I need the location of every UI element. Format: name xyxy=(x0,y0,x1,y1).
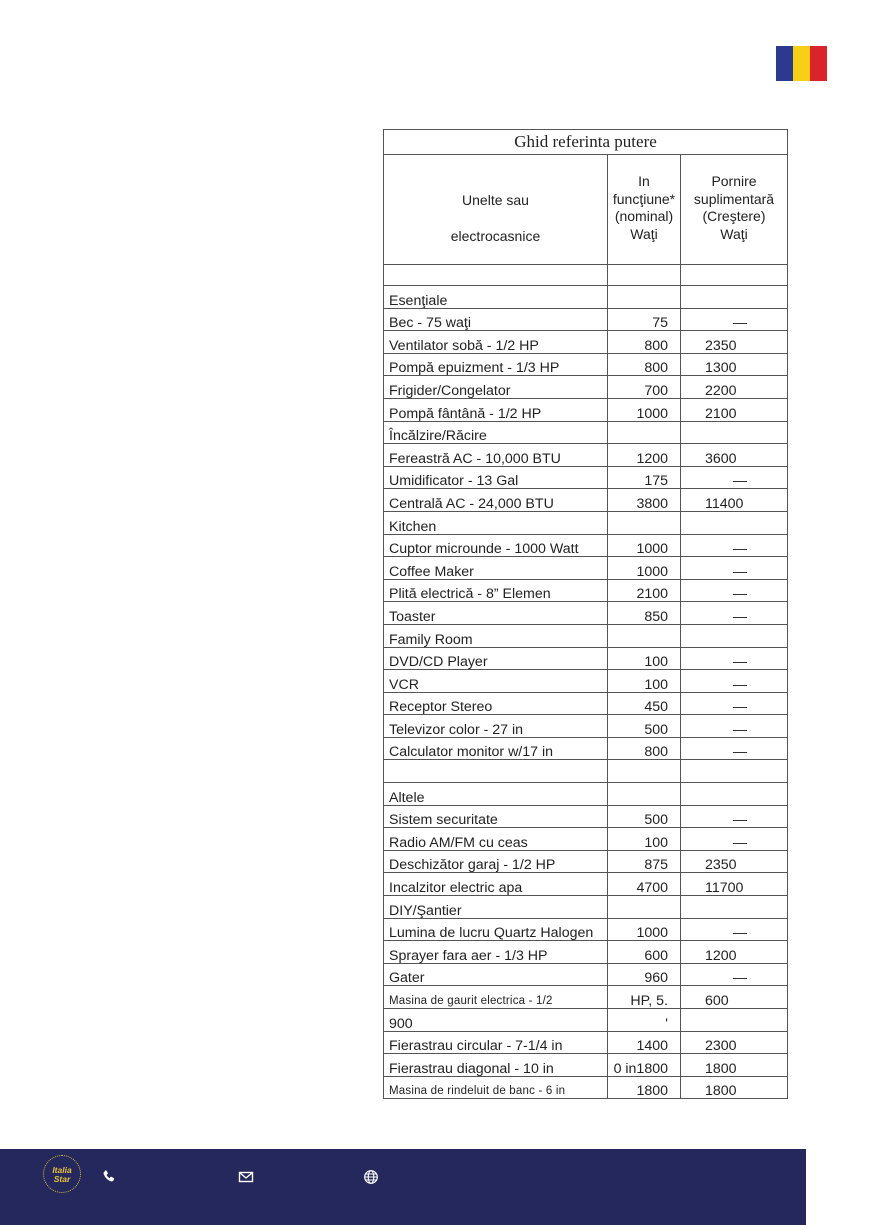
appliance-name: Radio AM/FM cu ceas xyxy=(384,828,608,851)
table-spacer-row xyxy=(384,265,788,286)
running-watts: 1200 xyxy=(608,444,681,467)
table-row xyxy=(384,1076,788,1099)
surge-watts: — xyxy=(681,805,788,828)
surge-watts: — xyxy=(681,918,788,941)
running-watts: 75 xyxy=(608,308,681,331)
surge-watts: 2200 xyxy=(681,376,788,399)
appliance-name: Kitchen xyxy=(384,511,608,534)
table-row xyxy=(384,398,788,421)
running-watts xyxy=(608,511,681,534)
running-watts: 1000 xyxy=(608,398,681,421)
appliance-name: Bec - 75 waţi xyxy=(384,308,608,331)
surge-watts: 1300 xyxy=(681,353,788,376)
running-watts: 4700 xyxy=(608,873,681,896)
table-row xyxy=(384,1009,788,1032)
running-watts: HP, 5. xyxy=(608,986,681,1009)
appliance-name: Sistem securitate xyxy=(384,805,608,828)
appliance-name: Esenţiale xyxy=(384,286,608,309)
surge-watts: — xyxy=(681,602,788,625)
running-watts: 800 xyxy=(608,737,681,760)
appliance-name: Umidificator - 13 Gal xyxy=(384,466,608,489)
running-watts: 450 xyxy=(608,692,681,715)
table-row xyxy=(384,331,788,354)
table-row xyxy=(384,963,788,986)
running-watts: 3800 xyxy=(608,489,681,512)
appliance-name: Pompă fântână - 1/2 HP xyxy=(384,398,608,421)
running-watts: 2100 xyxy=(608,579,681,602)
running-watts: 850 xyxy=(608,602,681,625)
appliance-name: Receptor Stereo xyxy=(384,692,608,715)
surge-watts xyxy=(681,624,788,647)
table-row xyxy=(384,783,788,806)
running-watts: 175 xyxy=(608,466,681,489)
surge-watts: 1800 xyxy=(681,1076,788,1099)
header-surge-watts xyxy=(681,155,788,265)
table-row xyxy=(384,941,788,964)
surge-watts: 2350 xyxy=(681,331,788,354)
appliance-name: Fierastrau diagonal - 10 in xyxy=(384,1054,608,1077)
running-watts: 500 xyxy=(608,805,681,828)
appliance-name: DIY/Şantier xyxy=(384,896,608,919)
appliance-name: Deschizător garaj - 1/2 HP xyxy=(384,850,608,873)
running-watts: 100 xyxy=(608,828,681,851)
table-row xyxy=(384,421,788,444)
table-row xyxy=(384,896,788,919)
appliance-name: Fereastră AC - 10,000 BTU xyxy=(384,444,608,467)
table-row xyxy=(384,805,788,828)
table-row xyxy=(384,647,788,670)
appliance-name: Altele xyxy=(384,783,608,806)
surge-watts: — xyxy=(681,308,788,331)
header-running-line1: In xyxy=(638,173,650,189)
header-surge-line2: suplimentară xyxy=(693,190,775,207)
table-row xyxy=(384,1031,788,1054)
appliance-name: Sprayer fara aer - 1/3 HP xyxy=(384,941,608,964)
table-row xyxy=(384,737,788,760)
appliance-name: Family Room xyxy=(384,624,608,647)
surge-watts xyxy=(681,511,788,534)
appliance-name: Coffee Maker xyxy=(384,557,608,580)
running-watts xyxy=(608,783,681,806)
surge-watts xyxy=(681,760,788,783)
running-watts: 875 xyxy=(608,850,681,873)
surge-watts: — xyxy=(681,579,788,602)
running-watts: 0 in1800 xyxy=(608,1054,681,1077)
table-row xyxy=(384,828,788,851)
footer-bar xyxy=(0,1149,806,1225)
appliance-name: Calculator monitor w/17 in xyxy=(384,737,608,760)
header-surge-line1: Pornire xyxy=(711,173,757,189)
appliance-name: Cuptor microunde - 1000 Watt xyxy=(384,534,608,557)
appliance-name: Lumina de lucru Quartz Halogen xyxy=(384,918,608,941)
appliance-name: Masina de rindeluit de banc - 6 in xyxy=(384,1076,608,1099)
italia-star-logo xyxy=(43,1155,81,1193)
running-watts: 1400 xyxy=(608,1031,681,1054)
surge-watts: — xyxy=(681,647,788,670)
header-surge-line3: (Creştere) xyxy=(702,208,766,224)
appliance-name: DVD/CD Player xyxy=(384,647,608,670)
running-watts: 1800 xyxy=(608,1076,681,1099)
running-watts xyxy=(608,421,681,444)
appliance-name: Televizor color - 27 in xyxy=(384,715,608,738)
running-watts: 800 xyxy=(608,331,681,354)
romanian-flag xyxy=(776,46,827,81)
header-surge-line4: Waţi xyxy=(720,225,748,242)
globe-icon[interactable] xyxy=(363,1169,379,1185)
running-watts xyxy=(608,286,681,309)
surge-watts: 11700 xyxy=(681,873,788,896)
surge-watts: 2300 xyxy=(681,1031,788,1054)
table-row xyxy=(384,286,788,309)
table-row xyxy=(384,557,788,580)
table-row xyxy=(384,670,788,693)
appliance-name: Pompă epuizment - 1/3 HP xyxy=(384,353,608,376)
table-row xyxy=(384,489,788,512)
running-watts xyxy=(608,896,681,919)
appliance-name: Frigider/Congelator xyxy=(384,376,608,399)
surge-watts: 2100 xyxy=(681,398,788,421)
surge-watts: — xyxy=(681,534,788,557)
running-watts: 100 xyxy=(608,647,681,670)
running-watts: 1000 xyxy=(608,557,681,580)
mail-icon[interactable] xyxy=(238,1169,254,1185)
running-watts: 700 xyxy=(608,376,681,399)
flag-stripe-yellow xyxy=(793,46,810,81)
running-watts xyxy=(608,624,681,647)
phone-icon[interactable] xyxy=(101,1169,117,1185)
surge-watts xyxy=(681,783,788,806)
surge-watts: 11400 xyxy=(681,489,788,512)
flag-stripe-blue xyxy=(776,46,793,81)
table-row xyxy=(384,918,788,941)
appliance-name: VCR xyxy=(384,670,608,693)
appliance-name: Încălzire/Răcire xyxy=(384,421,608,444)
table-row xyxy=(384,534,788,557)
table-row xyxy=(384,624,788,647)
running-watts: 1000 xyxy=(608,918,681,941)
appliance-name: 900 xyxy=(384,1009,608,1032)
appliance-name: Fierastrau circular - 7-1/4 in xyxy=(384,1031,608,1054)
surge-watts: — xyxy=(681,692,788,715)
surge-watts: — xyxy=(681,466,788,489)
surge-watts: — xyxy=(681,737,788,760)
header-running-line3: (nominal) xyxy=(614,208,674,224)
logo-text-line1: Italia xyxy=(52,1165,72,1175)
table-row xyxy=(384,511,788,534)
running-watts: 960 xyxy=(608,963,681,986)
table-row xyxy=(384,579,788,602)
appliance-name xyxy=(384,760,608,783)
appliance-name: Gater xyxy=(384,963,608,986)
surge-watts xyxy=(681,1009,788,1032)
header-running-line2: funcţiune* xyxy=(612,190,676,207)
surge-watts: 3600 xyxy=(681,444,788,467)
running-watts: 100 xyxy=(608,670,681,693)
running-watts: ' xyxy=(608,1009,681,1032)
header-running-watts xyxy=(608,155,681,265)
power-reference-table xyxy=(383,129,788,1099)
header-tools-line2: electrocasnice xyxy=(450,228,541,244)
appliance-name: Ventilator sobă - 1/2 HP xyxy=(384,331,608,354)
table-row xyxy=(384,602,788,625)
table-row xyxy=(384,715,788,738)
running-watts: 800 xyxy=(608,353,681,376)
table-row xyxy=(384,376,788,399)
table-row xyxy=(384,760,788,783)
table-row xyxy=(384,873,788,896)
surge-watts: 1200 xyxy=(681,941,788,964)
surge-watts xyxy=(681,896,788,919)
table-row xyxy=(384,986,788,1009)
logo-text-line2: Star xyxy=(53,1174,71,1184)
surge-watts xyxy=(681,421,788,444)
surge-watts xyxy=(681,286,788,309)
surge-watts: — xyxy=(681,828,788,851)
surge-watts: — xyxy=(681,963,788,986)
header-running-line4: Waţi xyxy=(630,225,658,242)
running-watts: 1000 xyxy=(608,534,681,557)
appliance-name: Centrală AC - 24,000 BTU xyxy=(384,489,608,512)
surge-watts: — xyxy=(681,557,788,580)
surge-watts: — xyxy=(681,715,788,738)
appliance-name: Plită electrică - 8” Elemen xyxy=(384,579,608,602)
surge-watts: 1800 xyxy=(681,1054,788,1077)
surge-watts: 600 xyxy=(681,986,788,1009)
table-row xyxy=(384,850,788,873)
header-tools xyxy=(384,155,608,265)
table-row xyxy=(384,308,788,331)
table-row xyxy=(384,1054,788,1077)
appliance-name: Masina de gaurit electrica - 1/2 xyxy=(384,986,608,1009)
table-row xyxy=(384,466,788,489)
appliance-name: Incalzitor electric apa xyxy=(384,873,608,896)
table-title: Ghid referinta putere xyxy=(384,130,788,155)
surge-watts: — xyxy=(681,670,788,693)
table-row xyxy=(384,692,788,715)
running-watts: 600 xyxy=(608,941,681,964)
header-tools-line1: Unelte sau xyxy=(462,192,529,208)
running-watts xyxy=(608,760,681,783)
flag-stripe-red xyxy=(810,46,827,81)
surge-watts: 2350 xyxy=(681,850,788,873)
appliance-name: Toaster xyxy=(384,602,608,625)
running-watts: 500 xyxy=(608,715,681,738)
table-row xyxy=(384,353,788,376)
table-row xyxy=(384,444,788,467)
